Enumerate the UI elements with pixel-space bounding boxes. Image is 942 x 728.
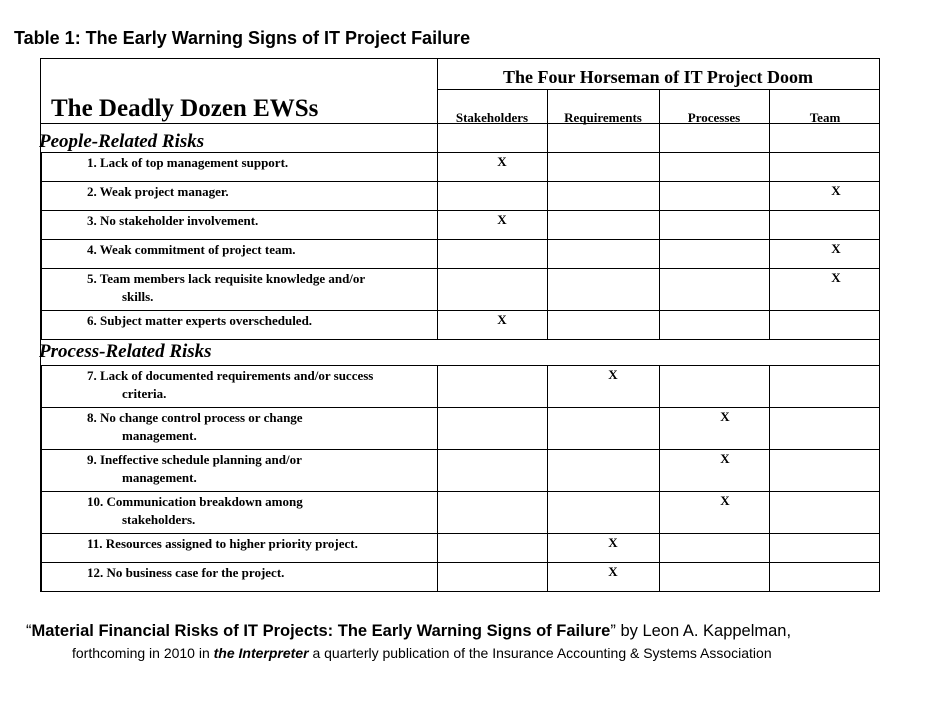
risk-row-label <box>87 451 302 487</box>
citation-title: Material Financial Risks of IT Projects: The Early Warning Signs of Failure <box>31 622 611 640</box>
table-column-divider <box>769 123 770 152</box>
risk-label-line2: management. <box>122 470 197 485</box>
risk-label-line1: 1. Lack of top management support. <box>87 155 289 170</box>
risk-label-line1: 12. No business case for the project. <box>87 565 285 580</box>
risk-row-label <box>87 367 373 403</box>
column-header-requirements: Requirements <box>564 110 642 125</box>
table-column-divider <box>547 365 548 591</box>
citation-open-quote: “ <box>26 622 32 640</box>
table-row-divider <box>41 533 879 534</box>
risk-label-line2: skills. <box>122 289 154 304</box>
risk-mark-x: X <box>720 451 730 466</box>
risk-mark-x: X <box>831 183 841 198</box>
risk-label-line1: 4. Weak commitment of project team. <box>87 242 296 257</box>
table-column-divider <box>437 59 438 89</box>
citation-author: by Leon A. Kappelman, <box>615 622 792 640</box>
risk-mark-x: X <box>608 564 618 579</box>
table-column-divider <box>437 123 438 152</box>
risk-label-line1: 8. No change control process or change <box>87 410 303 425</box>
column-header-stakeholders: Stakeholders <box>455 110 529 125</box>
table-column-divider <box>437 89 438 123</box>
table-column-divider <box>769 89 770 123</box>
risk-row-label <box>87 212 258 230</box>
table-row-divider <box>41 339 879 340</box>
risk-label-line1: 2. Weak project manager. <box>87 184 229 199</box>
risk-label-line2: criteria. <box>122 386 167 401</box>
publication-prefix: forthcoming in 2010 in <box>72 645 214 661</box>
risk-row-label <box>87 564 284 582</box>
publication-suffix: a quarterly publication of the Insurance Accounting & Systems Association <box>308 645 772 661</box>
risk-row-label <box>87 241 296 259</box>
risk-label-line1: 5. Team members lack requisite knowledge and/or <box>87 271 366 286</box>
risk-label-line2: stakeholders. <box>122 512 196 527</box>
table-column-divider <box>659 89 660 123</box>
table-row-divider <box>41 123 879 124</box>
table-row-divider <box>41 210 879 211</box>
table-row-divider <box>41 365 879 366</box>
table-row-divider <box>41 181 879 182</box>
table-left-divider <box>41 365 42 591</box>
risk-mark-x: X <box>608 535 618 550</box>
table-row-divider <box>41 268 879 269</box>
table-column-divider <box>437 365 438 591</box>
column-header-team: Team <box>809 110 841 125</box>
risk-mark-x: X <box>608 367 618 382</box>
table-column-divider <box>659 365 660 591</box>
table-row-divider <box>41 407 879 408</box>
table-column-divider <box>547 89 548 123</box>
risk-row-label <box>87 183 229 201</box>
table-row-divider <box>41 491 879 492</box>
risk-label-line1: 3. No stakeholder involvement. <box>87 213 259 228</box>
risk-row-label <box>87 535 358 553</box>
table-row-divider <box>41 449 879 450</box>
risk-mark-x: X <box>497 154 507 169</box>
table-caption: Table 1: The Early Warning Signs of IT Project Failure <box>14 28 471 48</box>
table-column-divider <box>437 152 438 339</box>
risk-mark-x: X <box>720 409 730 424</box>
risk-row-label <box>87 493 303 529</box>
table-row-divider <box>41 310 879 311</box>
header-deadly-dozen: The Deadly Dozen EWSs <box>51 95 319 122</box>
table-row-divider <box>437 89 879 90</box>
publication-line <box>72 645 772 661</box>
table-row-divider <box>41 239 879 240</box>
risk-row-label <box>87 312 312 330</box>
section-process-related-risks: Process-Related Risks <box>39 341 212 362</box>
journal-name: the Interpreter <box>213 645 309 661</box>
header-four-horsemen: The Four Horseman of IT Project Doom <box>503 67 813 87</box>
risk-row-label <box>87 270 365 306</box>
table-column-divider <box>659 123 660 152</box>
table-column-divider <box>547 123 548 152</box>
table-column-divider <box>769 365 770 591</box>
risk-label-line1: 6. Subject matter experts overscheduled. <box>87 313 313 328</box>
risk-label-line1: 10. Communication breakdown among <box>87 494 303 509</box>
risk-row-label <box>87 409 303 445</box>
risk-mark-x: X <box>497 312 507 327</box>
citation-line <box>26 622 791 641</box>
risk-mark-x: X <box>497 212 507 227</box>
risk-label-line1: 11. Resources assigned to higher priority project. <box>87 536 358 551</box>
early-warning-signs-table <box>40 58 880 592</box>
risk-mark-x: X <box>831 241 841 256</box>
column-header-processes: Processes <box>687 110 741 125</box>
risk-mark-x: X <box>831 270 841 285</box>
risk-mark-x: X <box>720 493 730 508</box>
risk-label-line1: 9. Ineffective schedule planning and/or <box>87 452 302 467</box>
risk-label-line1: 7. Lack of documented requirements and/or success <box>87 368 374 383</box>
table-column-divider <box>659 152 660 339</box>
table-row-divider <box>41 152 879 153</box>
section-people-related-risks: People-Related Risks <box>39 131 205 152</box>
table-left-divider <box>41 152 42 339</box>
table-row-divider <box>41 562 879 563</box>
citation-close-quote: ” <box>610 622 616 640</box>
risk-label-line2: management. <box>122 428 197 443</box>
table-column-divider <box>547 152 548 339</box>
risk-row-label <box>87 154 288 172</box>
table-column-divider <box>769 152 770 339</box>
